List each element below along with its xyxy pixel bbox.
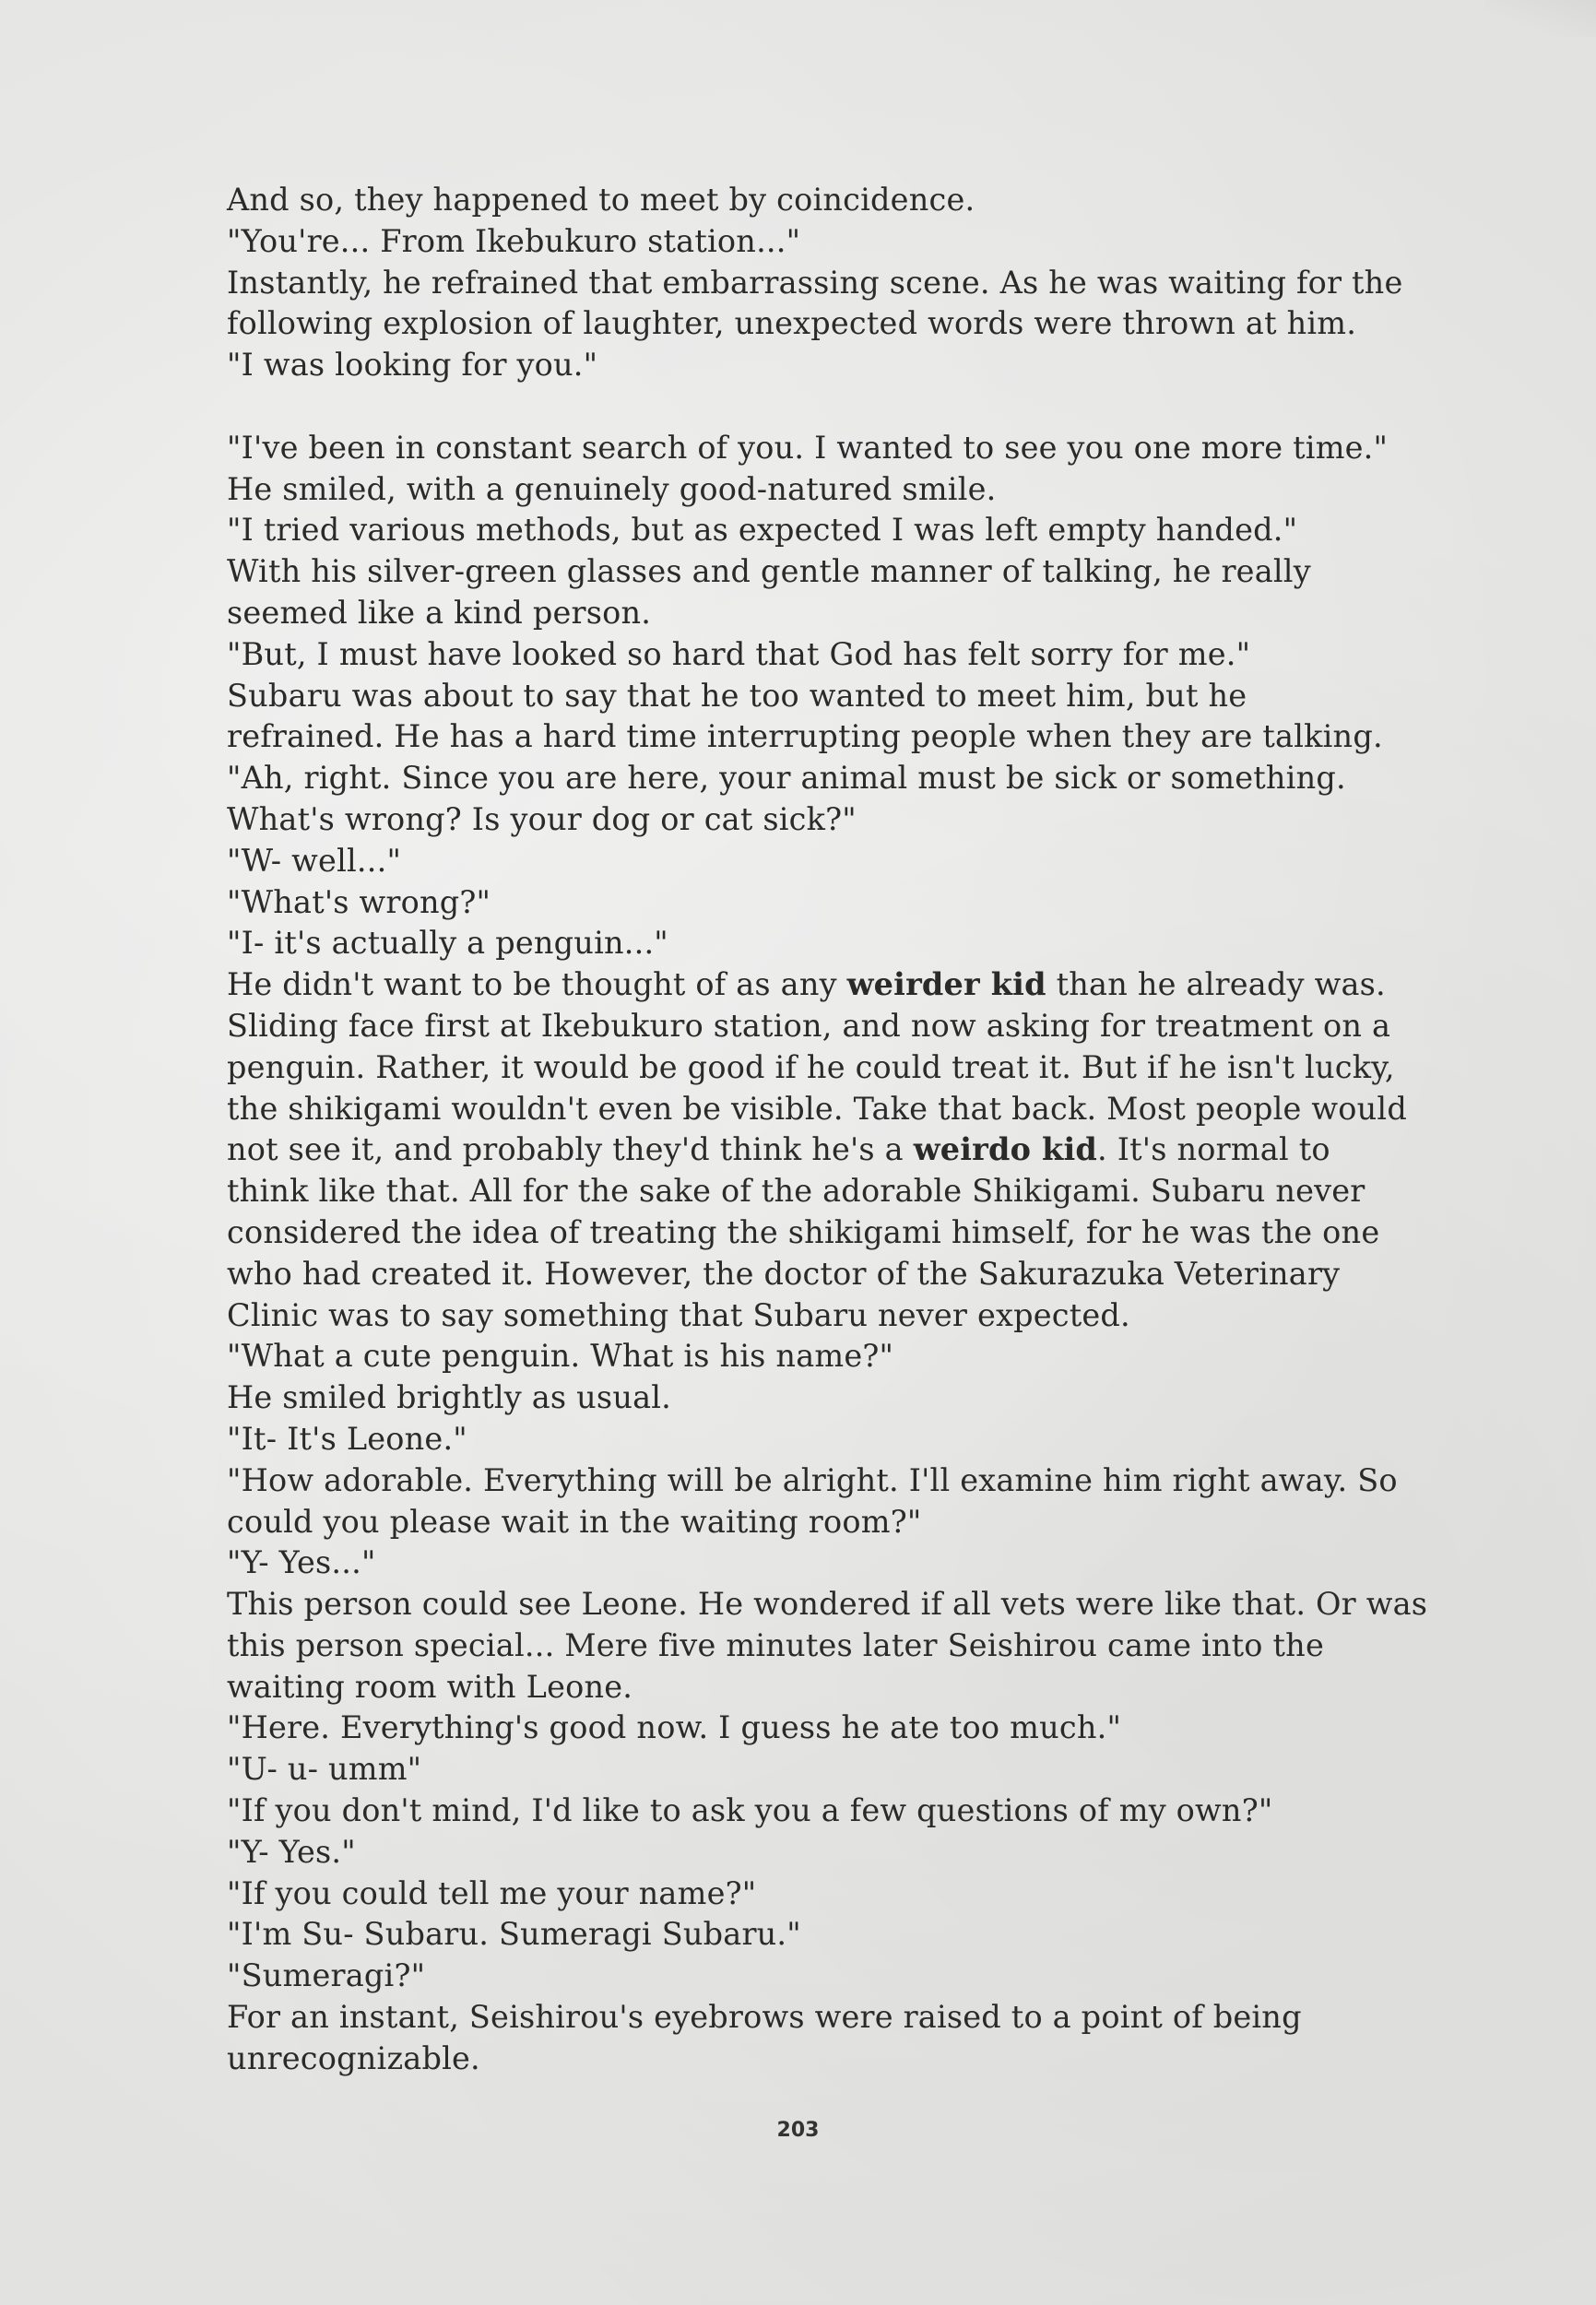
text-line: Sliding face first at Ikebukuro station, and now asking for treatment on a [227,1007,1391,1044]
text-line: "Y- Yes." [227,1833,356,1870]
text-fragment: He didn't want to be thought of as any [227,966,847,1003]
text-line: "But, I must have looked so hard that God has felt sorry for me." [227,635,1251,672]
text-fragment: . It's normal to [1097,1131,1330,1168]
text-line: think like that. All for the sake of the adorable Shikigami. Subaru never [227,1173,1365,1210]
text-line: "If you don't mind, I'd like to ask you a few questions of my own?" [227,1792,1273,1829]
text-line: "I'm Su- Subaru. Sumeragi Subaru." [227,1916,801,1953]
text-line: "I tried various methods, but as expected I was left empty handed." [227,512,1298,549]
text-line: "Ah, right. Since you are here, your animal must be sick or something. [227,760,1346,797]
text-line: Clinic was to say something that Subaru never expected. [227,1296,1130,1333]
text-line: For an instant, Seishirou's eyebrows were raised to a point of being [227,1999,1302,2036]
text-line: "You're... From Ikebukuro station..." [227,222,801,259]
text-line: the shikigami wouldn't even be visible. Take that back. Most people would [227,1090,1407,1127]
text-line: "I- it's actually a penguin..." [227,925,668,962]
text-line: And so, they happened to meet by coincidence. [227,182,975,218]
page-text [227,180,1444,2080]
bold-phrase: weirdo kid [913,1131,1098,1168]
text-line: He smiled brightly as usual. [227,1379,672,1416]
text-line: "It- It's Leone." [227,1420,467,1457]
text-line: "Here. Everything's good now. I guess he ate too much." [227,1709,1122,1746]
paragraph-break [227,386,1444,428]
text-line: "I've been in constant search of you. I wanted to see you one more time." [227,429,1389,466]
text-line: penguin. Rather, it would be good if he could treat it. But if he isn't lucky, [227,1048,1395,1085]
page-number: 203 [776,2119,820,2142]
text-line: This person could see Leone. He wondered if all vets were like that. Or was [227,1586,1428,1623]
text-line: "I was looking for you." [227,347,598,384]
text-line: waiting room with Leone. [227,1668,633,1705]
page-corner-shadow [1485,0,1596,37]
text-line: this person special... Mere five minutes later Seishirou came into the [227,1626,1324,1663]
text-line: seemed like a kind person. [227,594,652,631]
text-line: unrecognizable. [227,2039,480,2076]
text-line: "What a cute penguin. What is his name?" [227,1338,894,1375]
text-line: following explosion of laughter, unexpected words were thrown at him. [227,305,1357,342]
text-line: could you please wait in the waiting room?" [227,1503,922,1540]
bold-phrase: weirder kid [846,966,1046,1003]
text-line: What's wrong? Is your dog or cat sick?" [227,800,857,837]
text-line: "What's wrong?" [227,883,491,920]
text-line: Subaru was about to say that he too wanted to meet him, but he [227,677,1247,714]
text-line: "How adorable. Everything will be alright. I'll examine him right away. So [227,1461,1398,1498]
text-line: "W- well..." [227,842,402,879]
text-fragment: not see it, and probably they'd think he's a [227,1131,914,1168]
text-line: "U- u- umm" [227,1751,422,1788]
text-line: Instantly, he refrained that embarrassing scene. As he was waiting for the [227,264,1403,301]
text-line: "Y- Yes..." [227,1544,376,1581]
text-line: "Sumeragi?" [227,1957,426,1994]
text-line: "If you could tell me your name?" [227,1874,757,1911]
text-line: who had created it. However, the doctor of the Sakurazuka Veterinary [227,1255,1341,1292]
text-line: With his silver-green glasses and gentle manner of talking, he really [227,553,1311,590]
text-line: He smiled, with a genuinely good-natured smile. [227,470,997,507]
text-line: refrained. He has a hard time interrupting people when they are talking. [227,718,1383,755]
text-line-with-bold [227,1129,1444,1171]
text-line: considered the idea of treating the shikigami himself, for he was the one [227,1213,1380,1250]
text-line-with-bold [227,964,1444,1006]
text-fragment: than he already was. [1046,966,1386,1003]
